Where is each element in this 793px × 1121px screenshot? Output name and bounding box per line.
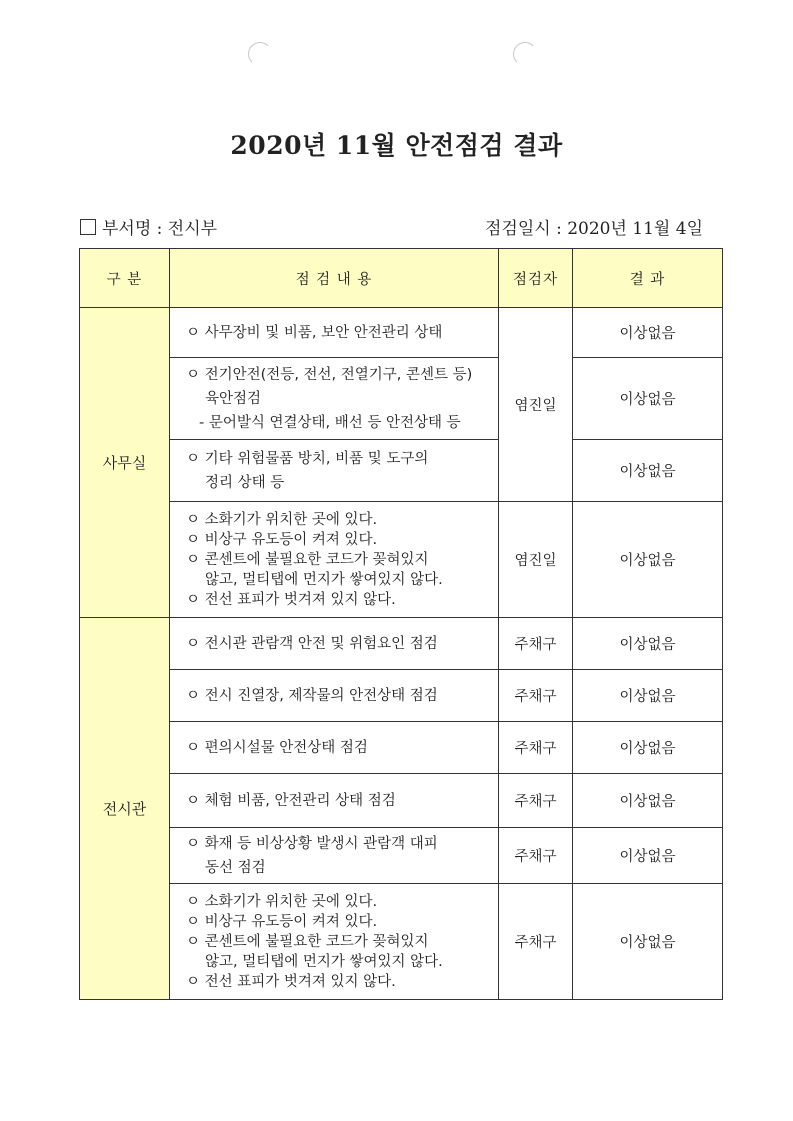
inspection-date: 점검일시 : 2020년 11월 4일 (484, 219, 703, 239)
check-item: ㅇ 전시관 관람객 안전 및 위험요인 점검 (170, 618, 499, 670)
table-row (80, 308, 723, 358)
result-cell: 이상없음 (573, 618, 723, 670)
page-title: 2020년 11월 안전점검 결과 (230, 131, 563, 160)
header-category: 구 분 (80, 249, 170, 308)
department-info (80, 214, 217, 239)
check-item: ㅇ 체험 비품, 안전관리 상태 점검 (170, 774, 499, 828)
result-cell: 이상없음 (573, 358, 723, 440)
category-exhibition: 전시관 (80, 618, 170, 1000)
category-office: 사무실 (80, 308, 170, 618)
punch-hole-right (513, 42, 537, 66)
check-item: ㅇ 기타 위험물품 방치, 비품 및 도구의 정리 상태 등 (170, 440, 499, 502)
department-label: 부서명 : 전시부 (102, 219, 218, 239)
inspector-cell: 주채구 (499, 774, 573, 828)
check-item: ㅇ 전기안전(전등, 전선, 전열기구, 콘센트 등) 육안점검 - 문어발식 연결상태, 배선 등 안전상태 등 (170, 358, 499, 440)
inspector-cell: 주채구 (499, 670, 573, 722)
table-row (80, 358, 723, 440)
result-cell: 이상없음 (573, 502, 723, 618)
checkbox-icon (80, 219, 96, 235)
result-cell: 이상없음 (573, 722, 723, 774)
header-content: 점 검 내 용 (170, 249, 499, 308)
table-header-row (80, 249, 723, 308)
table-row (80, 440, 723, 502)
table-row (80, 722, 723, 774)
result-cell: 이상없음 (573, 440, 723, 502)
inspector-cell: 주채구 (499, 722, 573, 774)
result-cell: 이상없음 (573, 884, 723, 1000)
header-inspector: 점검자 (499, 249, 573, 308)
check-item: ㅇ 전시 진열장, 제작물의 안전상태 점검 (170, 670, 499, 722)
result-cell: 이상없음 (573, 774, 723, 828)
result-cell: 이상없음 (573, 670, 723, 722)
table-row (80, 828, 723, 884)
table-row (80, 618, 723, 670)
result-cell: 이상없음 (573, 828, 723, 884)
table-row (80, 774, 723, 828)
result-cell: 이상없음 (573, 308, 723, 358)
check-item: ㅇ 사무장비 및 비품, 보안 안전관리 상태 (170, 308, 499, 358)
check-item: ㅇ 소화기가 위치한 곳에 있다. ㅇ 비상구 유도등이 켜져 있다. ㅇ 콘센트에 불필요한 코드가 꽂혀있지 않고, 멀티탭에 먼지가 쌓여있지 않다. ㅇ 전선 표피가 벗겨져 있지 않다. (170, 884, 499, 1000)
table-row (80, 884, 723, 1000)
table-row (80, 670, 723, 722)
header-result: 결 과 (573, 249, 723, 308)
inspection-table (79, 248, 723, 1000)
check-item: ㅇ 편의시설물 안전상태 점검 (170, 722, 499, 774)
table-row (80, 502, 723, 618)
punch-hole-left (248, 42, 272, 66)
inspector-cell: 주채구 (499, 884, 573, 1000)
inspector-cell: 주채구 (499, 618, 573, 670)
check-item: ㅇ 화재 등 비상상황 발생시 관람객 대피 동선 점검 (170, 828, 499, 884)
check-item: ㅇ 소화기가 위치한 곳에 있다. ㅇ 비상구 유도등이 켜져 있다. ㅇ 콘센트에 불필요한 코드가 꽂혀있지 않고, 멀티탭에 먼지가 쌓여있지 않다. ㅇ 전선 표피가 벗겨져 있지 않다. (170, 502, 499, 618)
inspector-cell: 염진일 (499, 308, 573, 502)
inspector-cell: 염진일 (499, 502, 573, 618)
inspector-cell: 주채구 (499, 828, 573, 884)
